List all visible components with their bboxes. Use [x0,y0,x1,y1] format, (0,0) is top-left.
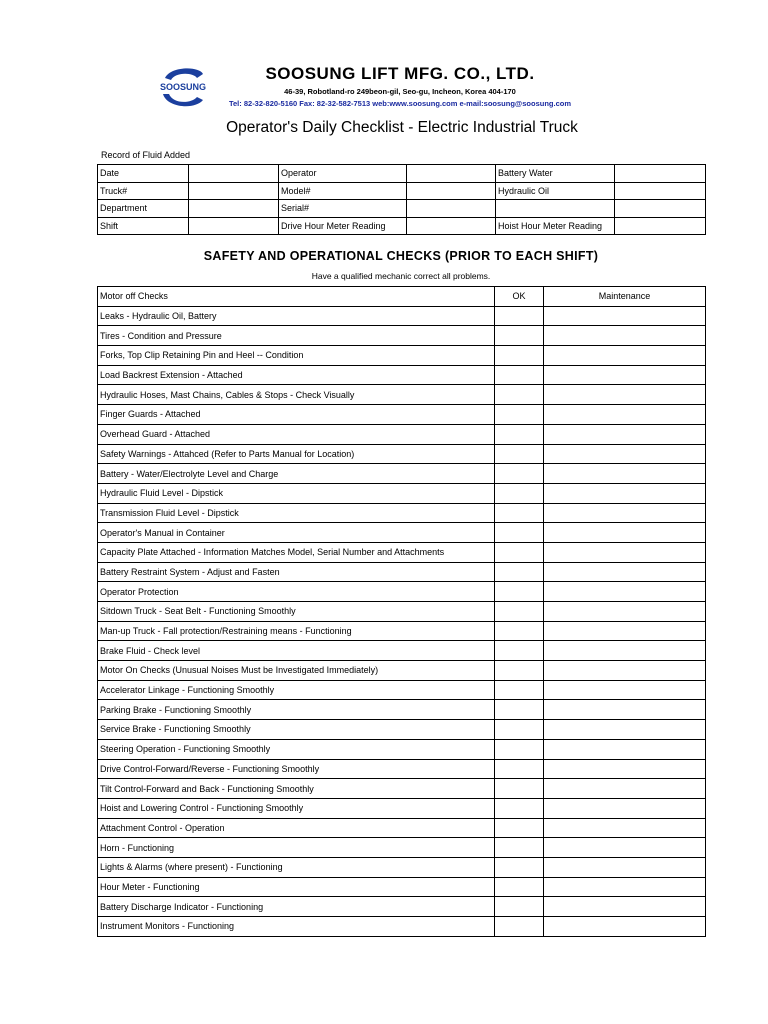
check-item-label: Battery Restraint System - Adjust and Fasten [98,562,495,582]
check-row [98,562,706,582]
check-row [98,444,706,464]
check-row [98,917,706,937]
check-ok-cell[interactable] [495,680,544,700]
check-ok-cell[interactable] [495,818,544,838]
check-item-label: Service Brake - Functioning Smoothly [98,720,495,740]
record-field-value[interactable] [189,182,279,200]
check-item-label: Hydraulic Fluid Level - Dipstick [98,483,495,503]
check-ok-cell[interactable] [495,917,544,937]
checks-section-subtitle: Have a qualified mechanic correct all problems. [311,271,491,281]
check-row [98,621,706,641]
check-row [98,680,706,700]
check-item-label: Operator Protection [98,582,495,602]
check-ok-cell[interactable] [495,700,544,720]
check-item-label: Motor On Checks (Unusual Noises Must be Investigated Immediately) [98,661,495,681]
check-row [98,798,706,818]
column-header-checks: Motor off Checks [98,287,495,307]
record-field-label: Shift [98,217,189,235]
check-maintenance-cell[interactable] [544,405,706,425]
check-maintenance-cell[interactable] [544,621,706,641]
check-row [98,365,706,385]
check-maintenance-cell[interactable] [544,542,706,562]
check-ok-cell[interactable] [495,405,544,425]
record-row [98,182,706,200]
record-field-label: Serial# [279,200,407,218]
check-row [98,326,706,346]
check-maintenance-cell[interactable] [544,385,706,405]
check-item-label: Finger Guards - Attached [98,405,495,425]
record-field-value[interactable] [407,200,496,218]
record-field-value[interactable] [407,182,496,200]
document-title: Operator's Daily Checklist - Electric Industrial Truck [226,119,578,136]
check-maintenance-cell[interactable] [544,661,706,681]
check-item-label: Instrument Monitors - Functioning [98,917,495,937]
record-field-label: Department [98,200,189,218]
check-ok-cell[interactable] [495,523,544,543]
record-field-value[interactable] [407,165,496,183]
check-ok-cell[interactable] [495,779,544,799]
check-ok-cell[interactable] [495,542,544,562]
check-item-label: Hour Meter - Functioning [98,877,495,897]
record-field-label: Operator [279,165,407,183]
check-row [98,503,706,523]
column-header-ok: OK [495,287,544,307]
record-row [98,217,706,235]
check-row [98,661,706,681]
check-maintenance-cell[interactable] [544,346,706,366]
check-row [98,424,706,444]
check-row [98,818,706,838]
logo-text: SOOSUNG [159,82,207,92]
record-field-label: Model# [279,182,407,200]
check-item-label: Transmission Fluid Level - Dipstick [98,503,495,523]
safety-checks-table [97,286,706,937]
check-item-label: Horn - Functioning [98,838,495,858]
check-item-label: Lights & Alarms (where present) - Functioning [98,857,495,877]
check-ok-cell[interactable] [495,759,544,779]
check-ok-cell[interactable] [495,562,544,582]
check-row [98,602,706,622]
check-row [98,405,706,425]
check-ok-cell[interactable] [495,483,544,503]
check-row [98,857,706,877]
check-row [98,306,706,326]
check-maintenance-cell[interactable] [544,503,706,523]
check-item-label: Accelerator Linkage - Functioning Smoothly [98,680,495,700]
check-item-label: Attachment Control - Operation [98,818,495,838]
check-maintenance-cell[interactable] [544,700,706,720]
check-item-label: Steering Operation - Functioning Smoothly [98,739,495,759]
check-item-label: Drive Control-Forward/Reverse - Functioning Smoothly [98,759,495,779]
check-maintenance-cell[interactable] [544,326,706,346]
check-row [98,739,706,759]
record-field-label: Battery Water [496,165,615,183]
check-item-label: Capacity Plate Attached - Information Matches Model, Serial Number and Attachments [98,542,495,562]
check-ok-cell[interactable] [495,424,544,444]
check-item-label: Tilt Control-Forward and Back - Functioning Smoothly [98,779,495,799]
check-maintenance-cell[interactable] [544,464,706,484]
check-item-label: Battery - Water/Electrolyte Level and Charge [98,464,495,484]
check-ok-cell[interactable] [495,877,544,897]
check-row [98,346,706,366]
check-ok-cell[interactable] [495,739,544,759]
check-maintenance-cell[interactable] [544,444,706,464]
record-field-value[interactable] [407,217,496,235]
check-row [98,897,706,917]
column-header-maintenance: Maintenance [544,287,706,307]
check-ok-cell[interactable] [495,720,544,740]
check-maintenance-cell[interactable] [544,680,706,700]
check-row [98,464,706,484]
check-maintenance-cell[interactable] [544,779,706,799]
check-row [98,542,706,562]
record-field-label: Drive Hour Meter Reading [279,217,407,235]
check-maintenance-cell[interactable] [544,897,706,917]
check-item-label: Brake Fluid - Check level [98,641,495,661]
check-maintenance-cell[interactable] [544,917,706,937]
record-field-value[interactable] [615,182,706,200]
check-item-label: Safety Warnings - Attahced (Refer to Parts Manual for Location) [98,444,495,464]
check-item-label: Load Backrest Extension - Attached [98,365,495,385]
check-item-label: Operator's Manual in Container [98,523,495,543]
check-maintenance-cell[interactable] [544,720,706,740]
check-ok-cell[interactable] [495,306,544,326]
check-ok-cell[interactable] [495,661,544,681]
check-row [98,779,706,799]
check-row [98,700,706,720]
check-ok-cell[interactable] [495,857,544,877]
check-maintenance-cell[interactable] [544,877,706,897]
check-ok-cell[interactable] [495,503,544,523]
check-maintenance-cell[interactable] [544,857,706,877]
check-maintenance-cell[interactable] [544,602,706,622]
check-item-label: Parking Brake - Functioning Smoothly [98,700,495,720]
check-row [98,385,706,405]
check-item-label: Hoist and Lowering Control - Functioning Smoothly [98,798,495,818]
check-ok-cell[interactable] [495,464,544,484]
record-field-label: Hydraulic Oil [496,182,615,200]
check-maintenance-cell[interactable] [544,759,706,779]
check-row [98,877,706,897]
check-maintenance-cell[interactable] [544,483,706,503]
check-ok-cell[interactable] [495,365,544,385]
check-maintenance-cell[interactable] [544,523,706,543]
check-item-label: Leaks - Hydraulic Oil, Battery [98,306,495,326]
check-maintenance-cell[interactable] [544,641,706,661]
check-row [98,720,706,740]
record-field-label: Date [98,165,189,183]
fluid-record-label: Record of Fluid Added [101,150,191,160]
check-item-label: Battery Discharge Indicator - Functioning [98,897,495,917]
record-field-value[interactable] [615,217,706,235]
check-ok-cell[interactable] [495,582,544,602]
fluid-record-table [97,164,706,235]
checks-header-row [98,287,706,307]
company-name: SOOSUNG LIFT MFG. CO., LTD. [265,64,535,83]
record-field-value[interactable] [615,165,706,183]
check-ok-cell[interactable] [495,897,544,917]
check-ok-cell[interactable] [495,602,544,622]
check-maintenance-cell[interactable] [544,365,706,385]
check-ok-cell[interactable] [495,798,544,818]
check-ok-cell[interactable] [495,385,544,405]
check-ok-cell[interactable] [495,621,544,641]
check-row [98,759,706,779]
check-maintenance-cell[interactable] [544,838,706,858]
check-ok-cell[interactable] [495,838,544,858]
record-field-label: Hoist Hour Meter Reading [496,217,615,235]
company-contact: Tel: 82-32-820-5160 Fax: 82-32-582-7513 web:www.soosung.com e-mail:soosung@soosung.com [228,99,571,108]
check-item-label: Forks, Top Clip Retaining Pin and Heel -- Condition [98,346,495,366]
check-maintenance-cell[interactable] [544,798,706,818]
check-item-label: Overhead Guard - Attached [98,424,495,444]
check-maintenance-cell[interactable] [544,582,706,602]
check-row [98,838,706,858]
record-field-value[interactable] [189,217,279,235]
check-ok-cell[interactable] [495,444,544,464]
check-row [98,523,706,543]
record-row [98,165,706,183]
soosung-logo [153,64,213,114]
check-maintenance-cell[interactable] [544,818,706,838]
checks-section-title: SAFETY AND OPERATIONAL CHECKS (PRIOR TO EACH SHIFT) [203,249,599,263]
check-maintenance-cell[interactable] [544,306,706,326]
record-row [98,200,706,218]
check-maintenance-cell[interactable] [544,562,706,582]
check-ok-cell[interactable] [495,641,544,661]
check-item-label: Hydraulic Hoses, Mast Chains, Cables & Stops - Check Visually [98,385,495,405]
check-ok-cell[interactable] [495,346,544,366]
record-field-label: Truck# [98,182,189,200]
check-maintenance-cell[interactable] [544,424,706,444]
check-row [98,483,706,503]
check-row [98,641,706,661]
check-ok-cell[interactable] [495,326,544,346]
check-maintenance-cell[interactable] [544,739,706,759]
record-field-value[interactable] [189,200,279,218]
check-item-label: Man-up Truck - Fall protection/Restraining means - Functioning [98,621,495,641]
record-field-label [496,200,615,218]
check-row [98,582,706,602]
record-field-value[interactable] [189,165,279,183]
check-item-label: Tires - Condition and Pressure [98,326,495,346]
company-address: 46-39, Robotland-ro 249beon-gil, Seo-gu, Incheon, Korea 404-170 [284,87,516,96]
record-field-value[interactable] [615,200,706,218]
check-item-label: Sitdown Truck - Seat Belt - Functioning Smoothly [98,602,495,622]
